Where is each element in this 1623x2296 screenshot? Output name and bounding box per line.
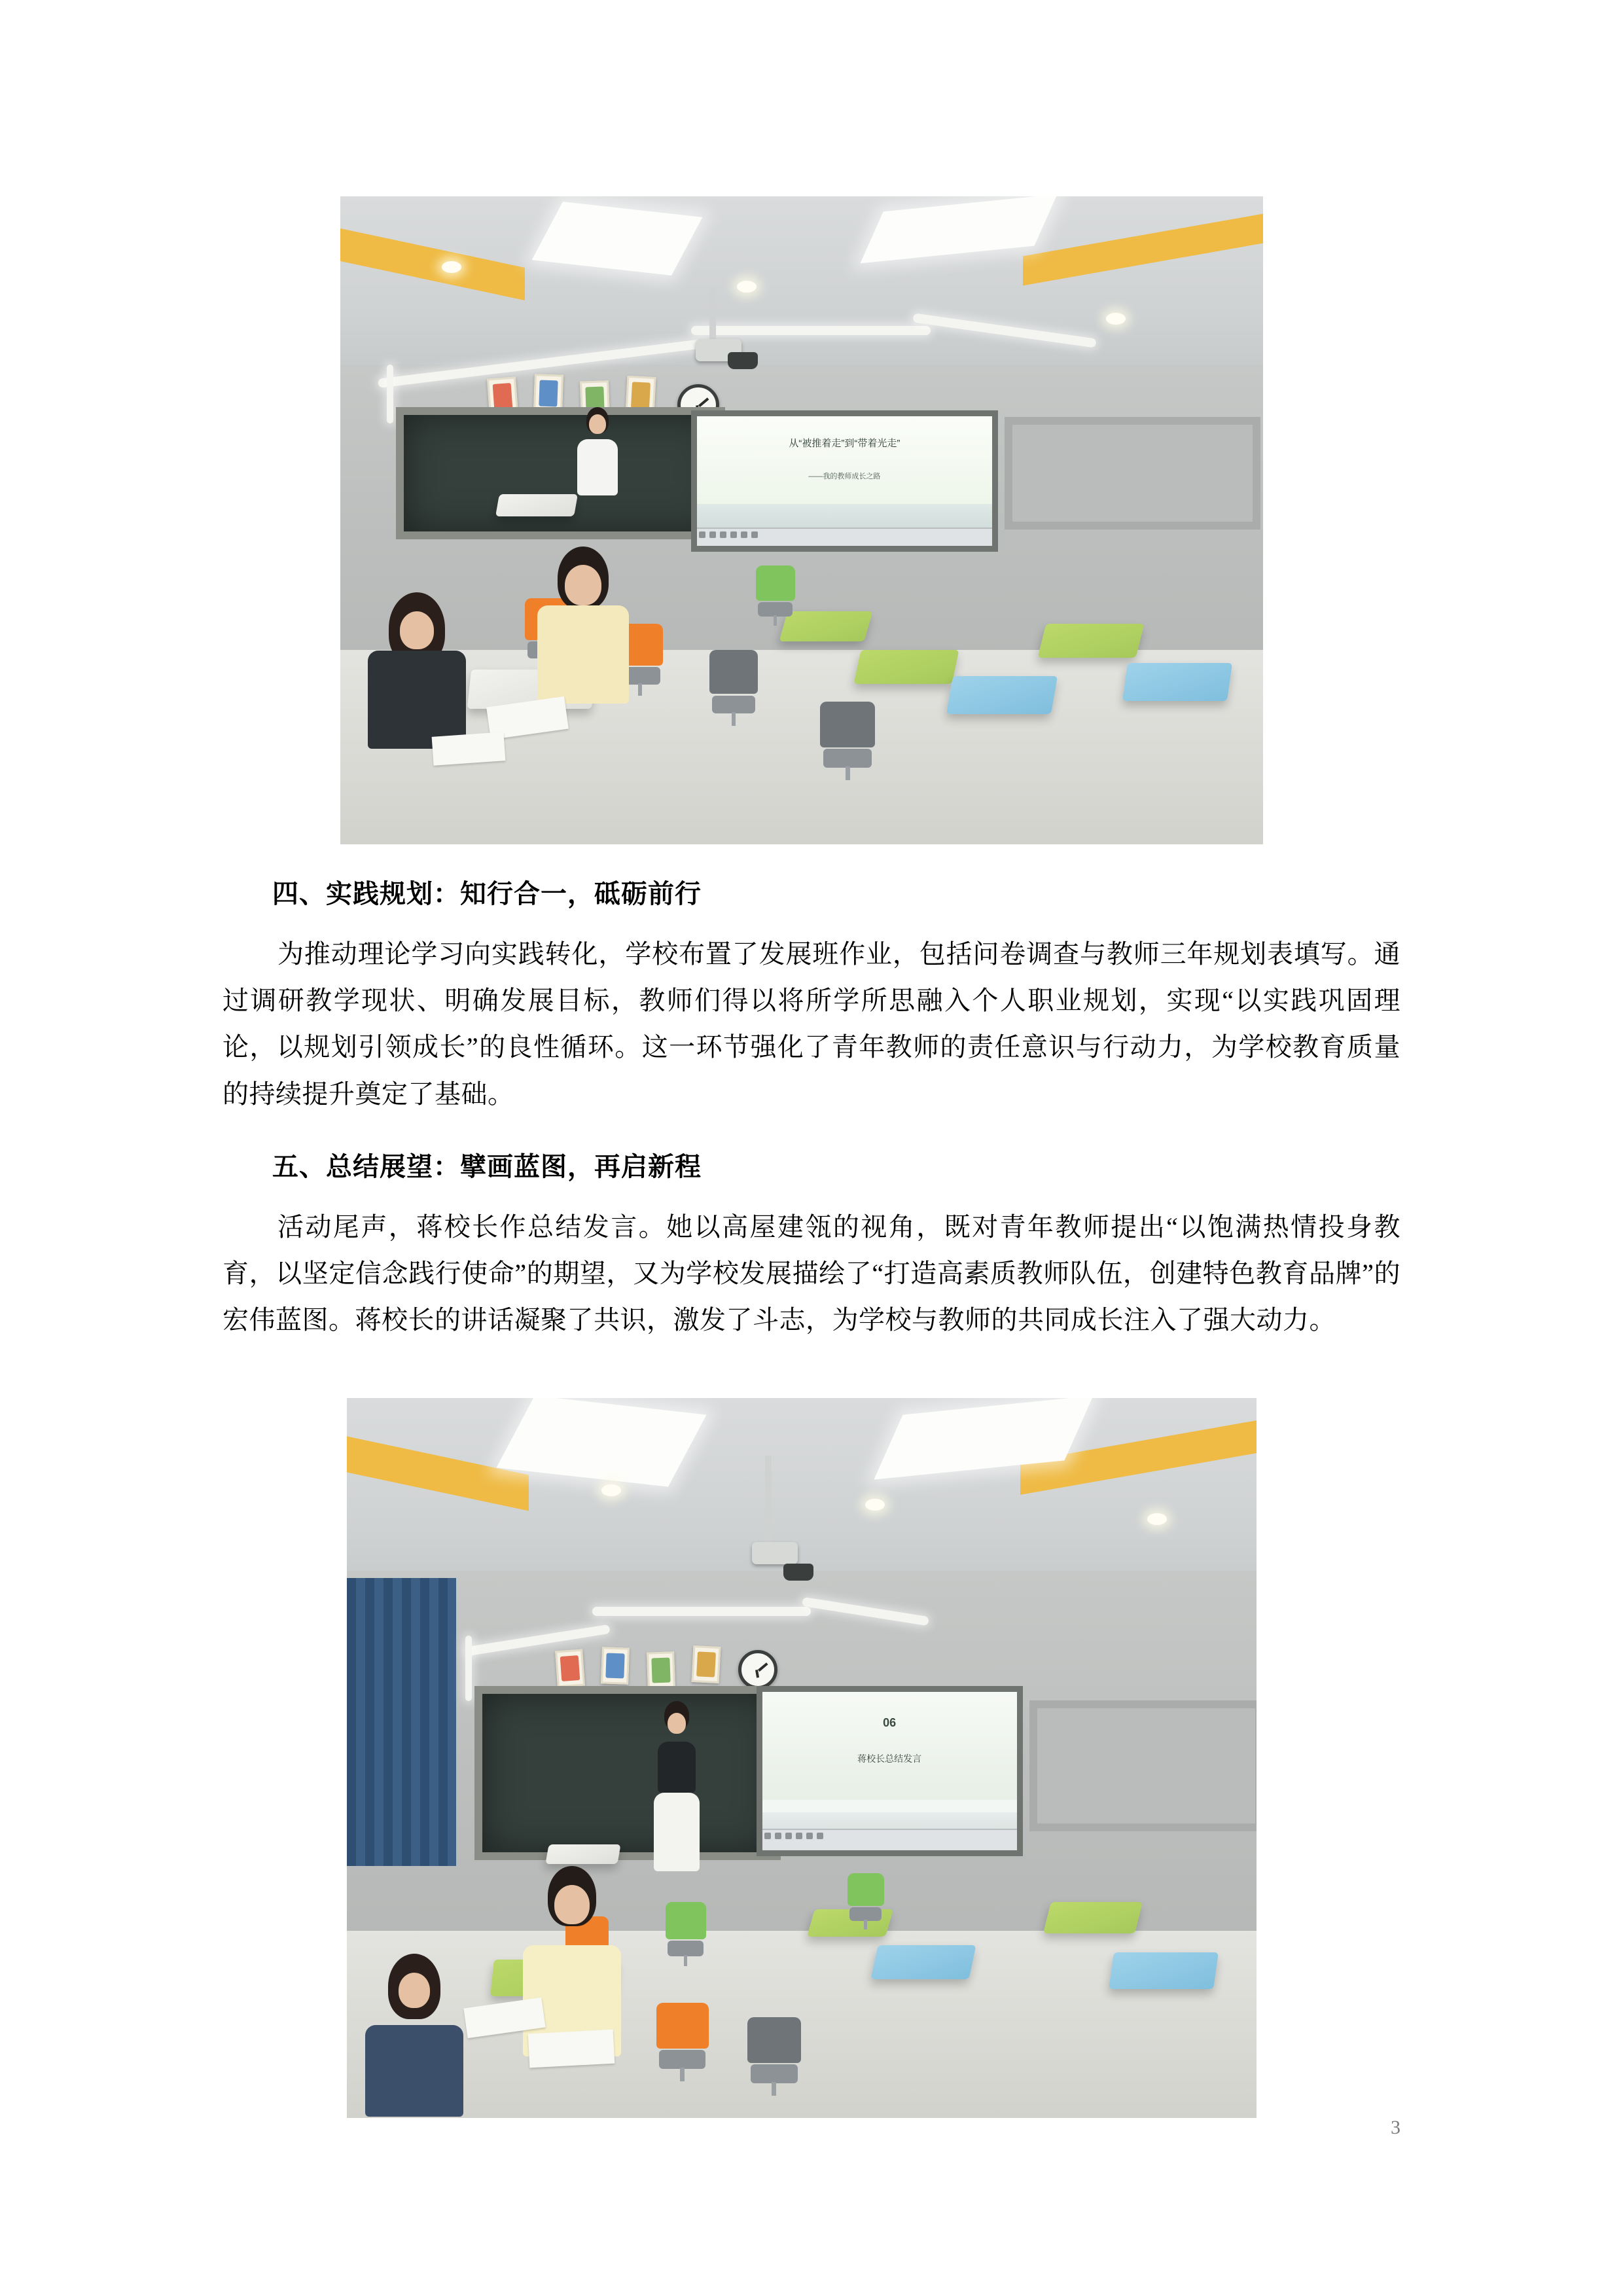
classroom-chair	[756, 565, 795, 626]
student-desk	[1122, 663, 1232, 701]
poster	[555, 1649, 585, 1688]
seated-participant	[365, 1960, 463, 2117]
projection-screen	[757, 1686, 1023, 1856]
standing-teacher	[571, 410, 624, 495]
slide-title: 从“被推着走”到“带着光走”	[789, 438, 901, 450]
poster	[601, 1647, 630, 1684]
classroom-chair	[709, 650, 758, 726]
student-desk	[946, 676, 1057, 714]
wall-panel	[1005, 417, 1260, 530]
wall-light-strip	[387, 365, 393, 423]
worksheet-paper	[432, 732, 506, 766]
spacer	[223, 1363, 1400, 1398]
poster	[647, 1651, 675, 1689]
student-desk	[1037, 624, 1144, 658]
ceiling-downlight	[442, 261, 461, 273]
seated-participant	[368, 598, 466, 749]
classroom-chair	[747, 2017, 801, 2096]
teacher-podium	[495, 494, 578, 516]
projection-screen	[691, 410, 998, 552]
section-paragraph-5: 活动尾声，蒋校长作总结发言。她以高屋建瓴的视角，既对青年教师提出“以饱满热情投身教育，以坚定信念践行使命”的期望，又为学校发展描绘了“打造高素质教师队伍，创建特色教育品牌”的宏伟蓝图。蒋校长的讲话凝聚了共识，激发了斗志，为学校与教师的共同成长注入了强大动力。	[223, 1211, 1400, 1335]
ceiling-downlight	[737, 281, 757, 293]
section-paragraph-4: 为推动理论学习向实践转化，学校布置了发展班作业，包括问卷调查与教师三年规划表填写。通过调研教学现状、明确发展目标，教师们得以将所学所思融入个人职业规划，实现“以实践巩固理论，以规划引领成长”的良性循环。这一环节强化了青年教师的责任意识与行动力，为学校教育质量的持续提升奠定了基础。	[223, 939, 1400, 1109]
seated-participant	[534, 553, 632, 704]
slide-title: 蒋校长总结发言	[857, 1753, 922, 1765]
standing-principal	[647, 1708, 706, 1871]
page-content	[223, 196, 1400, 2118]
wall-light-strip	[592, 1607, 811, 1616]
photo-scene	[340, 196, 1263, 844]
window-curtain	[347, 1578, 456, 1866]
page-number: 3	[1391, 2117, 1400, 2138]
classroom-photo-principal-summary	[347, 1398, 1257, 2118]
wall-clock	[738, 1650, 777, 1689]
section-heading-5: 五、总结展望：擘画蓝图，再启新程	[272, 1151, 702, 1181]
wall-light-strip	[465, 1636, 472, 1701]
wall-light-strip	[691, 326, 931, 335]
classroom-chair	[666, 1902, 706, 1966]
projector-head	[752, 1542, 798, 1564]
student-desk	[853, 650, 959, 684]
worksheet-paper	[528, 2030, 615, 2068]
student-desk	[1043, 1902, 1143, 1933]
slide-number: 06	[883, 1716, 897, 1730]
ceiling	[340, 196, 1263, 391]
blackboard	[396, 407, 725, 539]
classroom-chair	[656, 2003, 709, 2081]
poster	[692, 1645, 721, 1683]
slide-taskbar	[697, 528, 992, 546]
blackboard	[474, 1686, 781, 1860]
student-desk	[1109, 1952, 1219, 1989]
classroom-chair	[820, 702, 875, 780]
section-heading-4: 四、实践规划：知行合一，砥砺前行	[272, 879, 702, 908]
projector-arm	[765, 1456, 772, 1554]
camera-icon	[728, 352, 758, 369]
slide-background	[762, 1692, 1017, 1800]
slide-taskbar	[762, 1829, 1017, 1850]
slide-background	[697, 416, 992, 505]
slide-subtitle: ——我的教师成长之路	[808, 472, 881, 480]
photo-scene	[347, 1398, 1257, 2118]
student-desk	[871, 1945, 976, 1979]
classroom-chair	[847, 1873, 884, 1929]
camera-icon	[783, 1564, 813, 1581]
teacher-podium	[545, 1844, 620, 1864]
wall-panel	[1029, 1700, 1257, 1831]
classroom-photo-presentation	[340, 196, 1263, 844]
